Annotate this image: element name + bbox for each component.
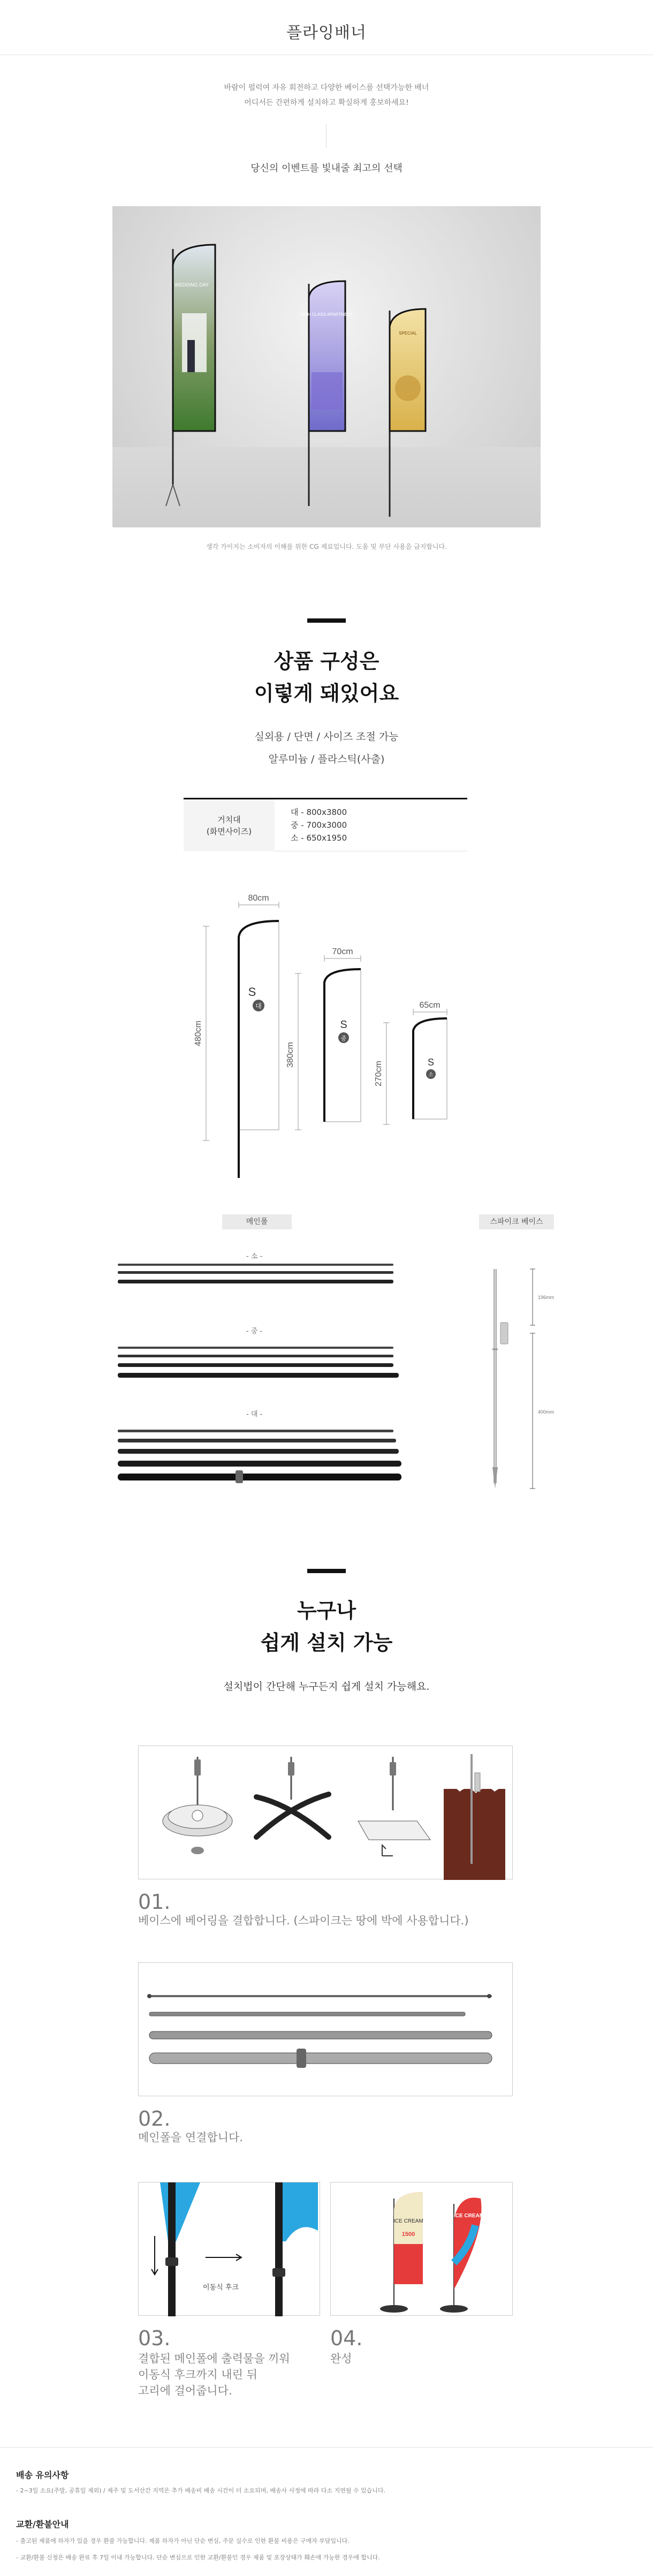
step-3-desc-line-2: 이동식 후크까지 내린 뒤 [138,2368,257,2381]
exchange-text-2: - 교환/환불 신청은 배송 완료 후 7일 이내 가능합니다. 단순 변심으로 인한 교환/환불인 경우 제품 및 포장상태가 훼손에 가능한 경우에 합니다. [16,2554,380,2561]
step-4-image [330,2182,513,2316]
diagram-medium-badge: 중 [340,1035,347,1042]
intro-line-1: 바람이 펄럭여 자유 회전하고 다양한 베이스를 선택가능한 배너 [224,84,429,92]
diagram-medium-s-letter: S [340,1019,347,1031]
spike-base-label: 스파이크 베이스 [479,1214,554,1229]
finished-flag-red-text: ICE CREAM [393,2218,423,2224]
diagram-small-height: 270cm [374,1060,383,1087]
parts-small-label: - 소 - [246,1252,263,1260]
step-1-number: 01. [138,1890,171,1914]
spec-value-small: 소 - 650x1950 [291,833,347,843]
hook-label: 이동식 후크 [203,2284,239,2292]
connected-poles-icon [147,1994,492,2068]
intro-text [0,80,653,110]
step-4-desc: 완성 [330,2352,352,2365]
step-2-image [138,1962,513,2096]
finished-flag-teardrop-text: ICE CREAM [453,2213,484,2219]
section-marker-composition [307,618,346,623]
round-base-icon [163,1757,232,1854]
finished-flag-red [380,2192,423,2313]
spec-table-label-2: (화면사이즈) [206,827,252,836]
step-3-desc-line-1: 결합된 메인폴에 출력물을 끼워 [138,2352,290,2365]
install-title-line-1: 누구나 [297,1599,356,1622]
poles-large [118,1430,401,1483]
spike-dim-bottom: 400mm [538,1409,555,1415]
diagram-small-width: 65cm [419,1001,441,1010]
composition-title-line-2: 이렇게 돼있어요 [254,682,399,705]
step-1-bases [139,1746,513,1880]
spec-table [184,798,467,851]
step-3-image [138,2182,320,2316]
step-3-hook [139,2182,321,2316]
intro-subtitle: 당신의 이벤트를 빛내줄 최고의 선택 [250,163,403,174]
spike-ground-icon [444,1754,505,1880]
finished-flag-red-price: 1500 [401,2231,415,2238]
diagram-flag-medium [286,947,361,1130]
page-title: 플라잉배너 [286,24,367,42]
cross-base-icon [256,1757,329,1837]
intro-line-2: 어디서든 간편하게 설치하고 확실하게 홍보하세요! [244,99,409,107]
composition-title-line-1: 상품 구성은 [274,649,379,673]
composition-specs [0,726,653,770]
finished-flag-teardrop [440,2197,484,2313]
install-title-line-2: 쉽게 설치 가능 [260,1631,393,1655]
shipping-title: 배송 유의사항 [16,2470,69,2480]
hero-caption: 생각 가이지는 소비자의 이해를 위한 CG 제료입니다. 도움 및 부단 사용을 금지합니다. [206,543,447,550]
poles-small [118,1264,393,1283]
install-title [0,1595,653,1659]
step-3-desc [138,2351,290,2399]
spike-dim-top: 196mm [538,1295,555,1300]
shipping-text: - 2~3일 소요(주말, 공휴일 제외) / 제주 및 도서산간 지역은 추가 배송비 배송 시간이 더 소요되며, 배송사 사정에 따라 다소 지연될 수 있습니다. [16,2487,386,2494]
diagram-flag-small [374,1001,447,1124]
diagram-medium-height: 380cm [286,1041,295,1068]
spec-line-1: 실외용 / 단면 / 사이즈 조절 가능 [254,731,399,743]
spec-table-label [184,799,275,851]
step-1-image [138,1746,513,1879]
exchange-text-1: - 출고된 제품에 하자가 있을 경우 환불 가능합니다. 제품 하자가 아닌 단순 변심, 주문 실수로 인한 환불 비용은 구매자 부담입니다. [16,2537,350,2544]
diagram-small-badge: 소 [428,1072,434,1078]
hero-flag-3 [390,309,426,517]
hero-flags [112,206,541,527]
step-2-number: 02. [138,2107,171,2131]
spec-value-large: 대 - 800x3800 [291,807,347,817]
hero-flag-2-text: HIGH CLASS APARTMENT [300,312,353,317]
spec-table-values [291,806,347,844]
hero-image [112,206,541,527]
size-diagram [187,894,466,1183]
step-2-desc: 메인폴을 연결합니다. [138,2131,243,2144]
step-4-finished [331,2182,513,2316]
plate-base-icon [358,1757,430,1856]
diagram-large-width: 80cm [248,894,269,903]
hero-flag-2 [300,281,353,506]
parts-large-label: - 대 - [246,1410,263,1418]
diagram-medium-width: 70cm [332,947,353,956]
poles-illustration [115,1258,404,1494]
step-1-desc: 베이스에 베어링을 결합합니다. (스파이크는 땅에 박에 사용합니다.) [138,1914,469,1927]
composition-title [0,645,653,709]
hero-flag-3-text: SPECIAL [399,331,417,336]
exchange-title: 교환/환불안내 [16,2519,69,2529]
hero-flag-1-text: WEDDING DAY [174,282,209,288]
diagram-large-s-letter: S [248,985,256,999]
install-subtitle: 설치법이 간단해 누구든지 쉽게 설치 가능해요. [223,1681,430,1693]
step-2-poles [139,1963,513,2097]
step-3-desc-line-3: 고리에 걸어줍니다. [138,2384,232,2397]
spike-base-illustration [471,1253,567,1505]
main-pole-label: 메인폴 [222,1214,292,1229]
diagram-large-badge: 대 [255,1002,262,1010]
step-3-number: 03. [138,2326,171,2350]
hero-flag-1 [166,245,215,506]
parts-medium-label: - 중 - [246,1327,263,1335]
section-marker-install [307,1569,346,1573]
diagram-small-s-letter: S [427,1057,435,1068]
spec-line-2: 알루미늄 / 플라스틱(사출) [268,753,385,765]
spec-table-label-1: 거치대 [217,815,241,825]
poles-medium [118,1347,399,1378]
spec-value-medium: 중 - 700x3000 [291,820,347,830]
step-4-number: 04. [330,2326,363,2350]
diagram-flag-large [194,894,279,1178]
diagram-large-height: 480cm [194,1020,203,1047]
